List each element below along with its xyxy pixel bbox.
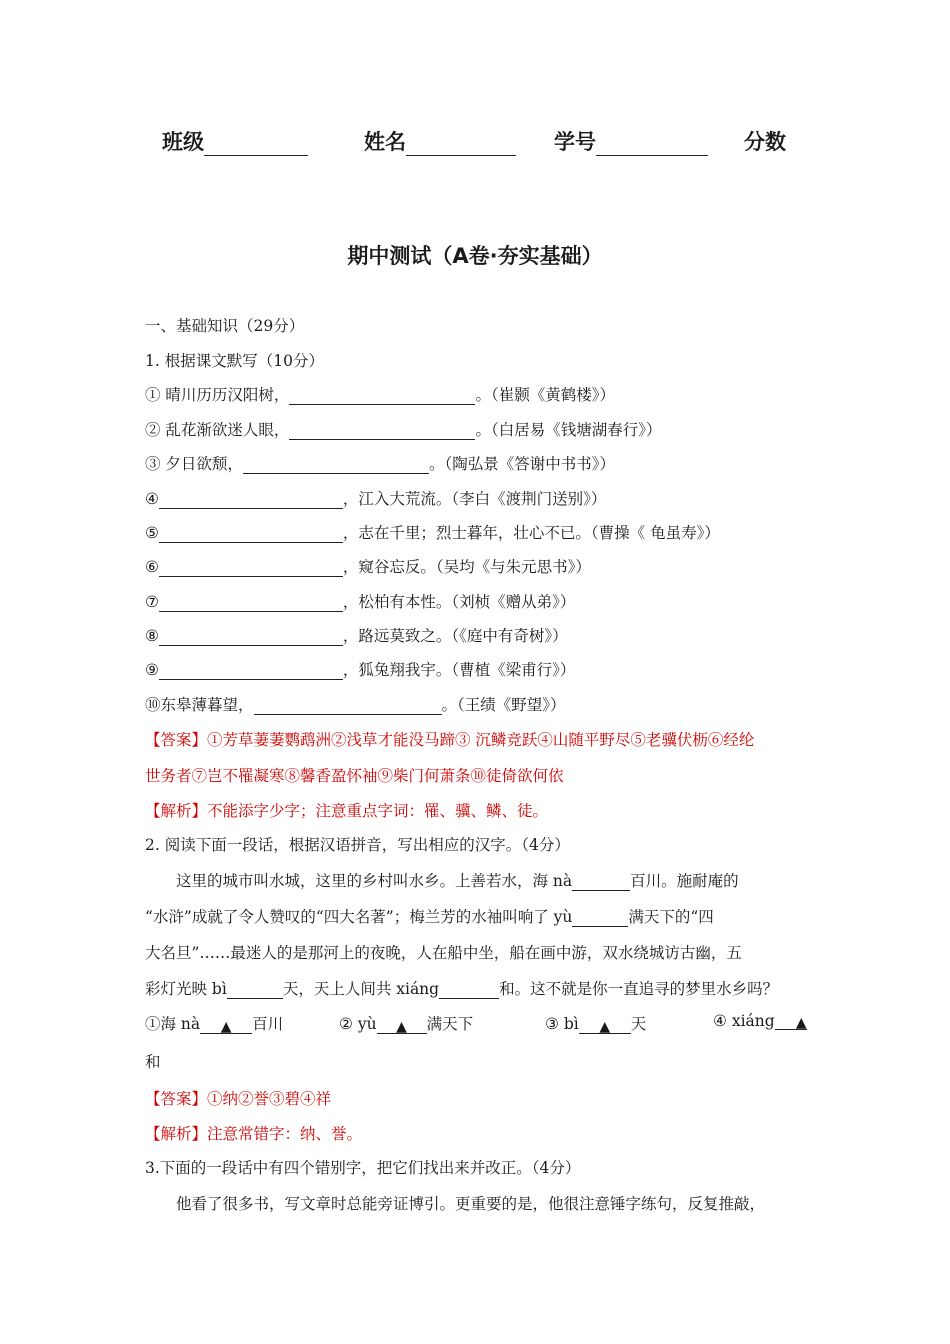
exam-title: 期中测试（A卷·夯实基础） [347,244,603,268]
q1-analysis: 【解析】不能添字少字；注意重点字词：罹、骥、鳞、徒。 [145,802,549,820]
option-blank[interactable] [377,1017,427,1034]
answer-blank[interactable] [289,423,475,440]
class-blank[interactable] [204,133,308,156]
q1-answer-line-1: 【答案】①芳草萋萋鹦鹉洲②浅草才能没马蹄③ 沉鳞竞跃④山随平野尽⑤老骥伏枥⑥经纶 [145,731,755,749]
q2-paragraph-line-1: 这里的城市叫水城，这里的乡村叫水乡。上善若水，海 nà 百川。施耐庵的 [176,872,739,890]
question-3-stem: 3.下面的一段话中有四个错别字，把它们找出来并改正。（4分） [145,1159,581,1177]
recitation-item-5: ⑤ ，志在千里；烈士暮年，壮心不已。（曹操《 龟虽寿》） [145,524,720,542]
score-label: 分数 [744,130,786,154]
student-id-field [554,126,708,156]
q2-paragraph-line-3: 大名旦”……最迷人的是那河上的夜晚，人在船中坐，船在画中游，双水绕城访古幽，五 [145,944,742,962]
pinyin-blank[interactable] [439,982,499,999]
recitation-item-9: ⑨ ，狐兔翔我宇。（曹植《梁甫行》） [145,661,576,679]
option-blank[interactable] [200,1017,252,1034]
recitation-item-10: ⑩东皋薄暮望， 。（王绩《野望》） [145,696,566,714]
class-field [162,126,308,156]
q2-option-4: ④ xiáng ▲ [713,1012,807,1031]
triangle-icon: ▲ [396,1019,407,1035]
answer-blank[interactable] [159,492,343,509]
answer-blank[interactable] [159,595,343,612]
recitation-item-8: ⑧ ，路远莫致之。（《庭中有奇树》） [145,627,568,645]
question-2-stem: 2. 阅读下面一段话，根据汉语拼音，写出相应的汉字。（4分） [145,836,570,854]
recitation-item-2: ② 乱花渐欲迷人眼， 。（白居易《钱塘湖春行》） [145,421,662,439]
answer-blank[interactable] [254,698,442,715]
triangle-icon: ▲ [795,1015,807,1031]
triangle-icon: ▲ [220,1019,232,1035]
section-heading: 一、基础知识（29分） [145,317,305,335]
q2-paragraph-line-4: 彩灯光映 bì 天，天上人间共 xiáng 和。这不就是你一直追寻的梦里水乡吗？ [145,980,779,998]
student-id-label: 学号 [554,130,596,154]
student-info-row [162,126,822,160]
recitation-item-4: ④ ，江入大荒流。（李白《渡荆门送别》） [145,490,607,508]
recitation-item-7: ⑦ ，松柏有本性。（刘桢《赠从弟》） [145,593,576,611]
score-field [744,126,786,156]
answer-blank[interactable] [289,388,475,405]
pinyin-blank[interactable] [572,910,628,927]
answer-blank[interactable] [159,526,343,543]
q2-paragraph-line-2: “水浒”成就了令人赞叹的“四大名著”；梅兰芳的水袖叫响了 yù 满天下的“四 [145,908,714,926]
class-label: 班级 [162,130,204,154]
q2-option-3: ③ bì ▲ 天 [545,1015,647,1035]
option-blank[interactable] [775,1013,807,1030]
name-label: 姓名 [364,130,406,154]
recitation-item-1: ① 晴川历历汉阳树， 。（崔颢《黄鹤楼》） [145,386,615,404]
answer-blank[interactable] [243,457,429,474]
pinyin-blank[interactable] [572,874,630,891]
recitation-item-6: ⑥ ，窥谷忘反。（吴均《与朱元思书》） [145,558,591,576]
answer-blank[interactable] [159,560,343,577]
answer-blank[interactable] [159,663,343,680]
triangle-icon: ▲ [599,1019,611,1035]
question-1-stem: 1. 根据课文默写（10分） [145,352,324,370]
student-id-blank[interactable] [596,133,708,156]
name-field [364,126,516,156]
option-blank[interactable] [579,1017,631,1034]
q3-paragraph-line-1: 他看了很多书，写文章时总能旁证博引。更重要的是，他很注意锤字练句，反复推敲， [176,1195,766,1213]
name-blank[interactable] [406,133,516,156]
pinyin-blank[interactable] [227,982,283,999]
q2-answer: 【答案】①纳②誉③碧④祥 [145,1090,332,1108]
answer-blank[interactable] [159,629,343,646]
q2-option-2: ② yù ▲ 满天下 [339,1015,474,1035]
q1-answer-line-2: 世务者⑦岂不罹凝寒⑧馨香盈怀袖⑨柴门何萧条⑩徒倚欲何依 [145,767,564,785]
recitation-item-3: ③ 夕日欲颓， 。（陶弘景《答谢中书书》） [145,455,615,473]
q2-option-1: ①海 nà ▲ 百川 [145,1015,284,1035]
q2-analysis: 【解析】注意常错字：纳、誉。 [145,1125,363,1143]
q2-option-4-wrap: 和 [145,1053,161,1071]
